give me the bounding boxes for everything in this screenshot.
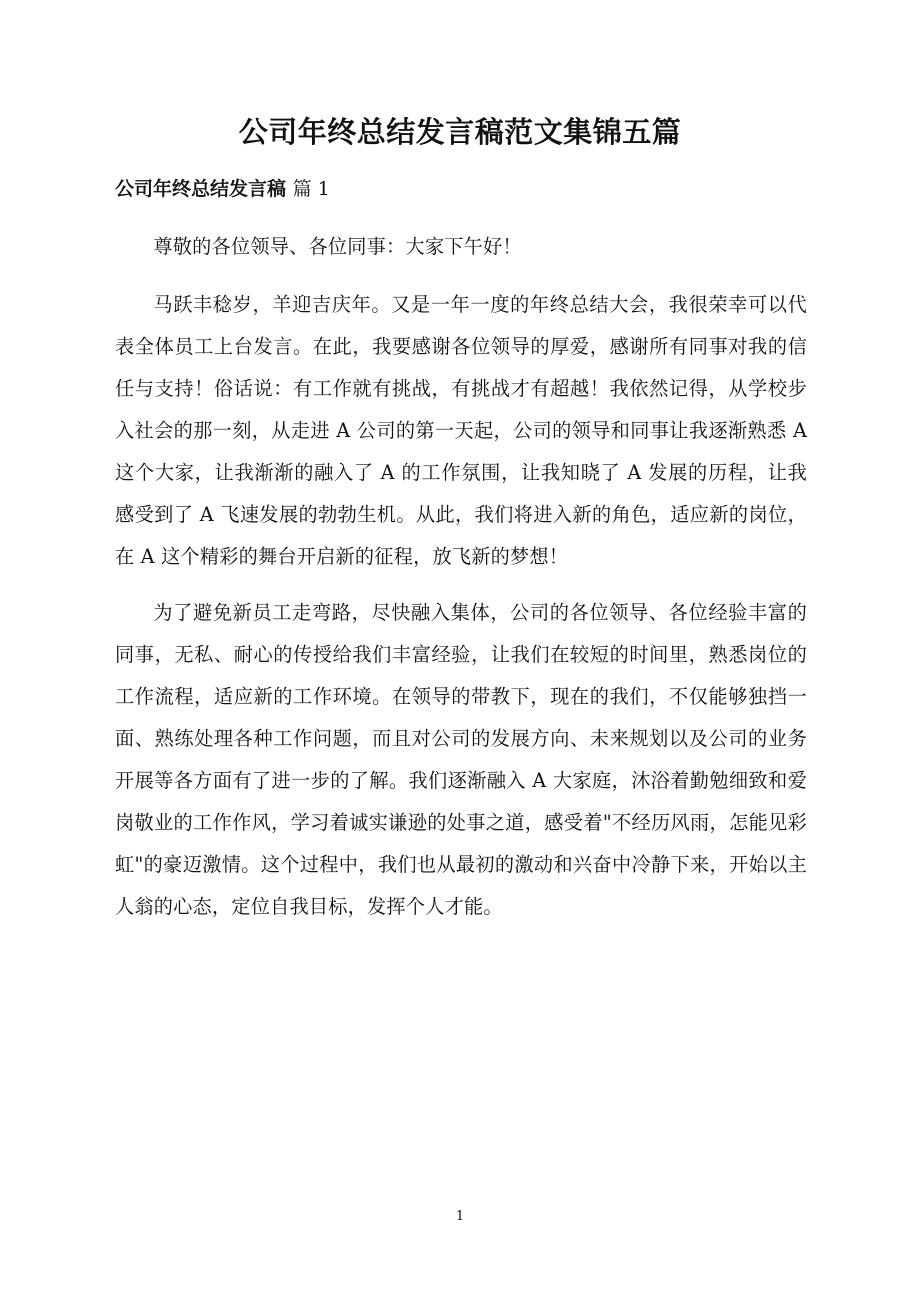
section-heading-text: 公司年终总结发言稿 — [115, 178, 287, 200]
document-body — [115, 226, 807, 928]
section-part-number: 篇 1 — [292, 178, 330, 200]
section-heading — [115, 175, 330, 203]
page-number: 1 — [455, 1209, 465, 1224]
paragraph-greeting: 尊敬的各位领导、各位同事：大家下午好！ — [153, 235, 522, 258]
document-title: 公司年终总结发言稿范文集锦五篇 — [238, 115, 682, 149]
paragraph: 为了避免新员工走弯路，尽快融入集体，公司的各位领导、各位经验丰富的同事，无私、耐心的传授给我们丰富经验，让我们在较短的时间里，熟悉岗位的工作流程，适应新的工作环境。在领导的带教下，现在的我们，不仅能够独挡一面、熟练处理各种工作问题，而且对公司的发展方向、未来规划以及公司的业务开展等各方面有了进一步的了解。我们逐渐融入 A 大家庭，沐浴着勤勉细致和爱岗敬业的工作作风，学习着诚实谦逊的处事之道，感受着"不经历风雨，怎能见彩虹"的豪迈激情。这个过程中，我们也从最初的激动和兴奋中冷静下来，开始以主人翁的心态，定位自我目标，发挥个人才能。 — [115, 601, 807, 918]
paragraph: 马跃丰稔岁，羊迎吉庆年。又是一年一度的年终总结大会，我很荣幸可以代表全体员工上台发言。在此，我要感谢各位领导的厚爱，感谢所有同事对我的信任与支持！俗话说：有工作就有挑战，有挑战才有超越！我依然记得，从学校步入社会的那一刻，从走进 A 公司的第一天起，公司的领导和同事让我逐渐熟悉 A 这个大家，让我渐渐的融入了 A 的工作氛围，让我知晓了 A 发展的历程，让我感受到了 A 飞速发展的勃勃生机。从此，我们将进入新的角色，适应新的岗位，在 A 这个精彩的舞台开启新的征程，放飞新的梦想！ — [115, 293, 807, 568]
